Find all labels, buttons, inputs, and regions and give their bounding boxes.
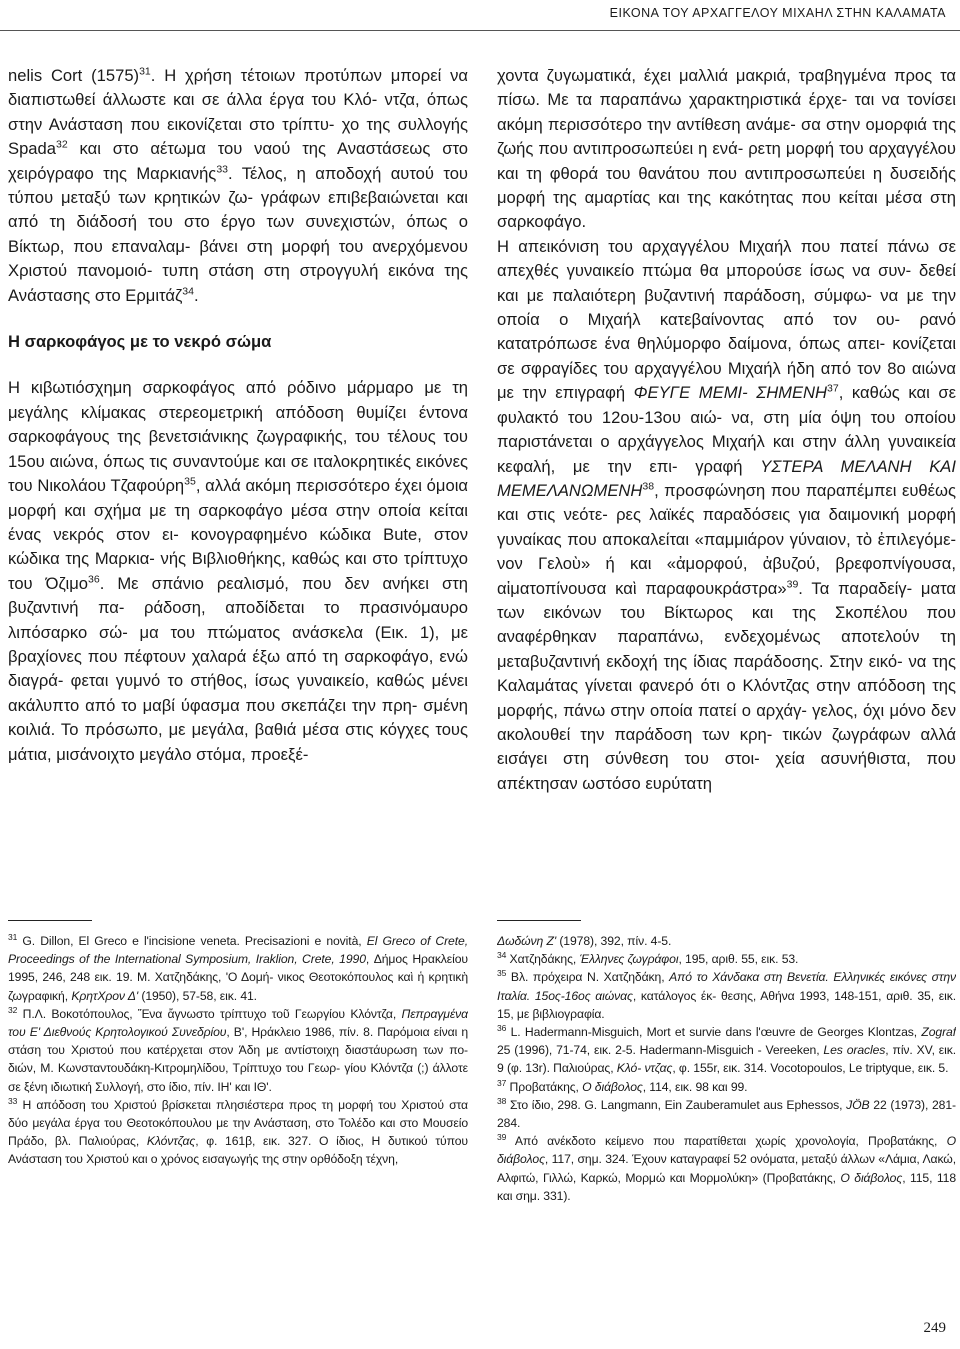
citation-title: Δωδώνη Ζ' [497, 934, 557, 948]
text-run: (1950), 57-58, εικ. 41. [138, 988, 257, 1003]
inscription-text: ΥΣΤΕΡΑ ΜΕΛΑΝΗ ΚΑΙ ΜΕΜΕΛΑΝΩΜΕΝΗ [497, 456, 956, 500]
paragraph [8, 376, 468, 767]
footnote-36 [497, 1023, 956, 1078]
footnote-number: 37 [497, 1077, 507, 1088]
footnote-33 [8, 1096, 468, 1169]
text-run: , 117, σημ. 324. Έχουν καταγραφεί 52 ονόματα, μεταξύ άλλων «Λάμια, Λακώ, Αλφιτώ, Γιλλώ, Καρκώ, Μορμώ και Μορμολύκη» (Προβατάκης, [497, 1152, 956, 1185]
citation-title: Πεπραγμένα του Ε' Διεθνούς Κρητολογικού Συνεδρίου [8, 1006, 468, 1040]
footnote-33-continued [497, 932, 956, 950]
left-column [8, 64, 468, 874]
footnote-ref-39[interactable]: 39 [786, 578, 799, 590]
footnote-number: 32 [8, 1004, 18, 1015]
citation-title: El Greco of Crete, Proceedings of the International Symposium, Iraklion, Crete, 1990 [8, 934, 468, 967]
spacer [8, 308, 468, 330]
text-run: , Δήμος Ηρακλείου 1995, 246, 248 εικ. 19. Μ. Χατζηδάκης, 'Ο Δομή- νικος Θεοτοκόπουλος καὶ ἡ κρητικὴ ζωγραφική, [8, 952, 468, 1003]
running-header-title: ΕΙΚΟΝΑ ΤΟΥ ΑΡΧΑΓΓΕΛΟΥ ΜΙΧΑΗΛ ΣΤΗΝ ΚΑΛΑΜΑΤΑ [609, 6, 946, 20]
footnote-31 [8, 932, 468, 1005]
text-run: Π.Λ. Βοκοτόπουλος, Ἕνα ἄγνωστο τρίπτυχο τοῦ Γεωργίου Κλόντζα, [17, 1006, 402, 1021]
text-run: Χατζηδάκης, [506, 952, 580, 967]
text-run: L. Hadermann-Misguich, Mort et survie dans l'œuvre de Georges Klontzas, [506, 1025, 922, 1040]
citation-title: Les oracles [823, 1043, 886, 1058]
header-rule [0, 30, 960, 31]
footnotes-left [8, 932, 468, 1302]
inscription-text: ΦΕΥΓΕ ΜΕΜΙ- ΣΗΜΕΝΗ [633, 383, 828, 403]
text-run: . Η χρήση τέτοιων προτύπων μπορεί να διαπιστωθεί άλλωστε και σε άλλα έργα του Κλό- ντζα, όπως στην Ανάσταση που εικονίζεται στο τρίπτυ- χο της συλλογής Spada [8, 66, 468, 159]
text-run: Στο ίδιο, 298. G. Langmann, Ein Zauberamulet aus Ephessos, [506, 1097, 847, 1112]
paragraph [497, 235, 956, 796]
text-run: και στο αέτωμα του ναού της Αναστάσεως στο χειρόγραφο της Μαρκιανής [8, 139, 468, 183]
page-number: 249 [923, 1320, 946, 1336]
text-run: , Β', Ηράκλειο 1986, πίν. 8. Παρόμοια είναι η στάση του Χριστού που κατέρχεται στον Άδη με αντίστοιχη διαστάυρωση των πο- διών, Μ. Κωνσταντουδάκη-Κιτρομηλίδου, Τρίπτυχο του Γεωρ- γίου Κλόντζα (;) άλλοτε σε ξένη ιδιωτική Συλλογή, στο ίδιο, πίν. ΙΗ' και ΙΘ'. [8, 1025, 468, 1094]
citation-title: Zograf [921, 1025, 956, 1040]
footnote-ref-36[interactable]: 36 [88, 573, 100, 586]
footnote-rule [8, 920, 92, 921]
footnote-37 [497, 1078, 956, 1096]
text-run: , κατάλογος έκ- θεσης, Αθήνα 1993, 148-151, αριθ. 35, εικ. 15, με βιβλιογραφία. [497, 988, 956, 1021]
footnote-ref-37[interactable]: 37 [827, 382, 839, 395]
text-run: . [193, 285, 199, 305]
footnote-rule [497, 920, 581, 921]
text-run: Η απεικόνιση του αρχαγγέλου Μιχαήλ που πατεί πάνω σε απεχθές γυναικείο πτώμα θα μπορούσε ίσως να συν- δεθεί και με παλαιότερη βυζαντινή παράδοση, σύμφω- να με την οποία ο Μιχαήλ κατεβαίνοντας από τον ου- ρανό κατατρόπωσε ένα θηλύμορφο δαίμονα, όπως απει- κονίζεται σε σφραγίδες του αρχαγγέλου Μιχαήλ ήδη από τον 8ο αιώνα με την επιγραφή [497, 236, 956, 403]
citation-title: Έλληνες ζωγράφοι [579, 952, 679, 967]
text-run: 22 (1973), 281-284. [497, 1097, 956, 1131]
footnote-34 [497, 950, 956, 968]
text-run: Από ανέκδοτο κείμενο που παρατίθεται χωρίς χρονολογία, Προβατάκης, [506, 1134, 947, 1149]
footnote-number: 39 [497, 1132, 507, 1143]
text-run: , φ. 161β, εικ. 327. Ο ίδιος, Η δυτικού τύπου Ανάσταση του Χριστού και ο χρόνος εισαγωγής της στην ορθόδοξη τέχνη, [8, 1134, 468, 1167]
text-run: , πίν. XV, εικ. 9 (φ. 13r). Παλιούρας, [497, 1043, 956, 1076]
text-run: . Τέλος, η αποδοχή αυτού του τύπου μεταξύ των κρητικών ζω- γράφων επιβεβαιώνεται και από τη διάδοσή του στο έργο των συνεχιστών, όπως ο Βίκτωρ, που επαναλαμ- βάνει στη μορφή του ανερχόμενου Χριστού πανομοιό- τυπη στάση στη στρογγυλή εικόνα της Ανάστασης στο Ερμιτάζ [8, 163, 468, 305]
paragraph: χοντα ζυγωματικά, έχει μαλλιά μακριά, τραβηγμένα προς τα πίσω. Με τα παραπάνω χαρακτηριστικά έρχε- ται να τονίσει ακόμη περισσότερο την αντίθεση ανάμε- σα στην ομορφιά της ζωής που αντιπροσωπεύει η ενά- ρετη μορφή του αρχαγγέλου και τη φθορά του θανάτου που αντιπροσωπεύει η δυσειδής μορφή της αμαρτίας και της κακότητας που κείται μέσα στη σαρκοφάγο. [497, 66, 956, 232]
text-run: , προσφώνηση που παραπέμπει ευθέως και στις νεότε- ρες λαϊκές παραδόσεις για δαιμονική μορφή γυναίκας που αποκαλείται «παμμιάρον γύναιον, τὸ ἐπιλεγόμε- νον Γελοὺ» ή και «ἀμορφού, ἀβυζού, βρεφοπνίγουσα, αἱματοπίνουσα καὶ παραφουκράστρα» [497, 480, 956, 598]
text-run: , αλλά ακόμη περισσότερο έχει όμοια μορφή και σχήμα με τη σαρκοφάγο μέσα στην οποία κείται ένας νεκρός στον ει- κονογραφημένο κώδικα Bute, στον κώδικα της Μαρκια- νής Βιβλιοθήκης, καθώς και στο τρίπτυχο του Όζιμο [8, 476, 468, 593]
paragraph [8, 64, 468, 308]
footnote-number: 38 [497, 1095, 507, 1106]
text-run: (1978), 392, πίν. 4-5. [556, 934, 672, 948]
footnote-38 [497, 1096, 956, 1132]
text-run: , 114, εικ. 98 και 99. [642, 1079, 748, 1094]
footnote-number: 33 [8, 1095, 18, 1106]
citation-title: Ο διάβολος [582, 1079, 643, 1094]
footnote-32 [8, 1005, 468, 1096]
citation-title: ΚρητΧρον Δ' [71, 988, 139, 1003]
text-run: . Με σπάνιο ρεαλισμό, που δεν ανήκει στη βυζαντινή πα- ράδοση, αποδίδεται το πρασινόμαυρο λιπόσαρκο σώ- μα του πτώματος ανάσκελα (Εικ. 1), με βραχίονες που πέφτουν χαλαρά έξω από τη σαρκοφάγο, ενώ διαγρά- φεται γυμνό το στήθος, ίσως γυναικείο, καθώς μένει ακάλυπτο από το μαβί ύφασμα που σκεπάζει την πρη- σμένη κοιλιά. Το πρόσωπο, με μεγάλα, βαθιά μέσα στις κόγχες τους μάτια, μισάνοιχτο μεγάλο στόμα, προεξέ- [8, 573, 468, 764]
citation-title: Κλόντζας [146, 1134, 196, 1149]
footnote-ref-34[interactable]: 34 [182, 285, 194, 298]
text-run: 25 (1996), 71-74, εικ. 2-5. Hadermann-Misguich - Vereeken, [497, 1043, 824, 1058]
footnote-number: 34 [497, 950, 507, 961]
citation-title: Από το Χάνδακα στη Βενετία. Ελληνικές εικόνες στην Ιταλία. 15ος-16ος αιώνας [497, 970, 956, 1003]
footnotes-right [497, 932, 956, 1302]
text-run: , 115, 118 και σημ. 331). [497, 1170, 956, 1203]
footnote-number: 31 [8, 932, 18, 942]
footnote-number: 35 [497, 968, 507, 979]
text-run: , καθώς και σε φυλακτό του 12ου-13ου αιώ- να, στη μία όψη του οποίου παριστάνεται ο αρχάγγελος Μιχαήλ και στην άλλη γυναικεία κεφαλή, με την επι- γραφή [497, 383, 956, 476]
text-run: Προβατάκης, [506, 1079, 583, 1094]
section-heading: Η σαρκοφάγος με το νεκρό σώμα [8, 332, 272, 352]
text-run: , 195, αριθ. 55, εικ. 53. [678, 952, 799, 967]
footnote-35 [497, 968, 956, 1023]
footnote-ref-31[interactable]: 31 [139, 65, 151, 78]
text-run: Η κιβωτιόσχημη σαρκοφάγος από ρόδινο μάρμαρο με τη μεγάλης κλίμακας στερεομετρική απόδοση θυμίζει έντονα σαρκοφάγους της βενετσιάνικης ζωγραφικής, του τέλους του 15ου αιώνα, όπως τις συναντούμε και σε ιταλοκρητικές εικόνες του Νικολάου Τζαφούρη [8, 378, 468, 496]
footnote-number: 36 [497, 1022, 507, 1033]
text-run: , φ. 155r, εικ. 314. Vocotopoulos, Le triptyque, εικ. 5. [672, 1061, 949, 1076]
text-run: . Τα παραδείγ- ματα των εικόνων του Βίκτωρος και της Σκοπέλου που αναφέρθηκαν παραπάνω, ενδεχομένως αποτελούν τη μεταβυζαντινή εκδοχή της ίδιας παράδοσης. Στην εικό- να της Καλαμάτας γίνεται φανερό ότι ο Κλόντζας στην απόδοση της μορφής, πάνω στην οποία πατεί ο αρχάγ- γελος, όχι μόνο δεν ακολουθεί την παράδοση των κρη- τικών ζωγράφων αλλά εισάγει στη σύνθεση του στοι- χεία ασυνήθιστα, που απέκτησαν ωστόσο ευρύτατη [497, 578, 956, 793]
footnote-ref-38[interactable]: 38 [642, 480, 655, 493]
footnote-ref-33[interactable]: 33 [216, 163, 228, 176]
right-column [497, 64, 956, 874]
citation-title: Ο διάβολος [497, 1134, 956, 1167]
citation-title: JÖB [846, 1097, 870, 1112]
citation-title: Κλό- ντζας [616, 1061, 673, 1076]
footnote-ref-32[interactable]: 32 [55, 138, 68, 151]
footnote-39 [497, 1132, 956, 1205]
text-run: Βλ. πρόχειρα Ν. Χατζηδάκη, [506, 970, 670, 985]
text-run: Η απόδοση του Χριστού βρίσκεται πλησιέστερα προς τη μορφή του Χριστού στα δύο μεγάλα έργα του Θεοτοκόπουλου με την Ανάσταση, στο Τολέδο και στο Μουσείο Πράδο, βλ. Παλιούρας, [8, 1097, 468, 1149]
citation-title: Ο διάβολος [840, 1170, 903, 1185]
footnote-ref-35[interactable]: 35 [184, 475, 196, 488]
text-run: G. Dillon, El Greco e l'incisione veneta. Precisazioni e novità, [17, 934, 367, 948]
text-run: nelis Cort (1575) [8, 66, 140, 85]
